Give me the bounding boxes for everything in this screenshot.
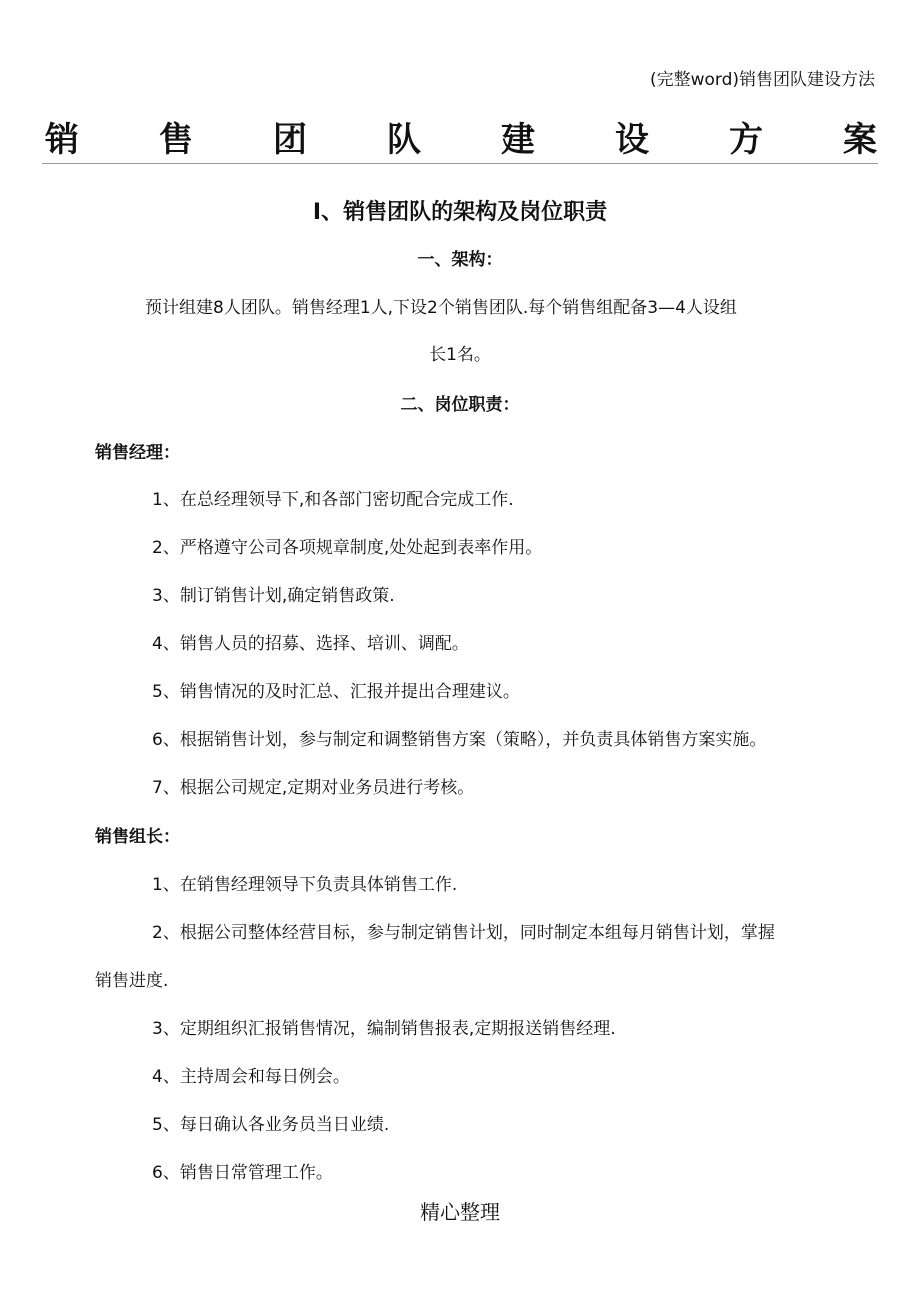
leader-duty: 2、根据公司整体经营目标，参与制定销售计划，同时制定本组每月销售计划，掌握	[152, 923, 775, 943]
leader-label: 销售组长：	[95, 827, 180, 847]
page-footer: 精心整理	[420, 1200, 500, 1224]
leader-duty: 1、在销售经理领导下负责具体销售工作.	[152, 875, 458, 895]
manager-duty: 6、根据销售计划，参与制定和调整销售方案（策略），并负责具体销售方案实施。	[152, 730, 767, 750]
manager-duty: 3、制订销售计划,确定销售政策.	[152, 586, 395, 606]
manager-duty: 2、严格遵守公司各项规章制度,处处起到表率作用。	[152, 538, 543, 558]
structure-paragraph-line: 长1名。	[429, 345, 491, 365]
title-char: 售	[159, 120, 193, 160]
duties-heading: 二、岗位职责：	[400, 395, 520, 415]
structure-paragraph-line: 预计组建8人团队。销售经理1人,下设2个销售团队.每个销售组配备3—4人设组	[145, 298, 737, 318]
title-char: 建	[501, 120, 535, 160]
document-title	[45, 118, 877, 162]
leader-duty-continuation: 销售进度.	[95, 971, 169, 991]
document-header: (完整word)销售团队建设方法	[649, 70, 875, 90]
leader-duty: 5、每日确认各业务员当日业绩.	[152, 1115, 390, 1135]
manager-duty: 1、在总经理领导下,和各部门密切配合完成工作.	[152, 490, 514, 510]
manager-duty: 5、销售情况的及时汇总、汇报并提出合理建议。	[152, 682, 520, 702]
leader-duty: 6、销售日常管理工作。	[152, 1163, 333, 1183]
title-char: 团	[273, 120, 307, 160]
manager-duty: 4、销售人员的招募、选择、培训、调配。	[152, 634, 469, 654]
title-char: 设	[615, 120, 649, 160]
manager-duty: 7、根据公司规定,定期对业务员进行考核。	[152, 778, 475, 798]
leader-duty: 4、主持周会和每日例会。	[152, 1067, 350, 1087]
title-divider	[42, 163, 878, 164]
section-title: Ⅰ、销售团队的架构及岗位职责	[312, 200, 608, 225]
leader-duty: 3、定期组织汇报销售情况，编制销售报表,定期报送销售经理.	[152, 1019, 616, 1039]
title-char: 方	[729, 120, 763, 160]
title-char: 案	[843, 120, 877, 160]
title-char: 队	[387, 120, 421, 160]
manager-label: 销售经理：	[95, 443, 180, 463]
title-char: 销	[45, 120, 79, 160]
structure-heading: 一、架构：	[417, 250, 503, 270]
